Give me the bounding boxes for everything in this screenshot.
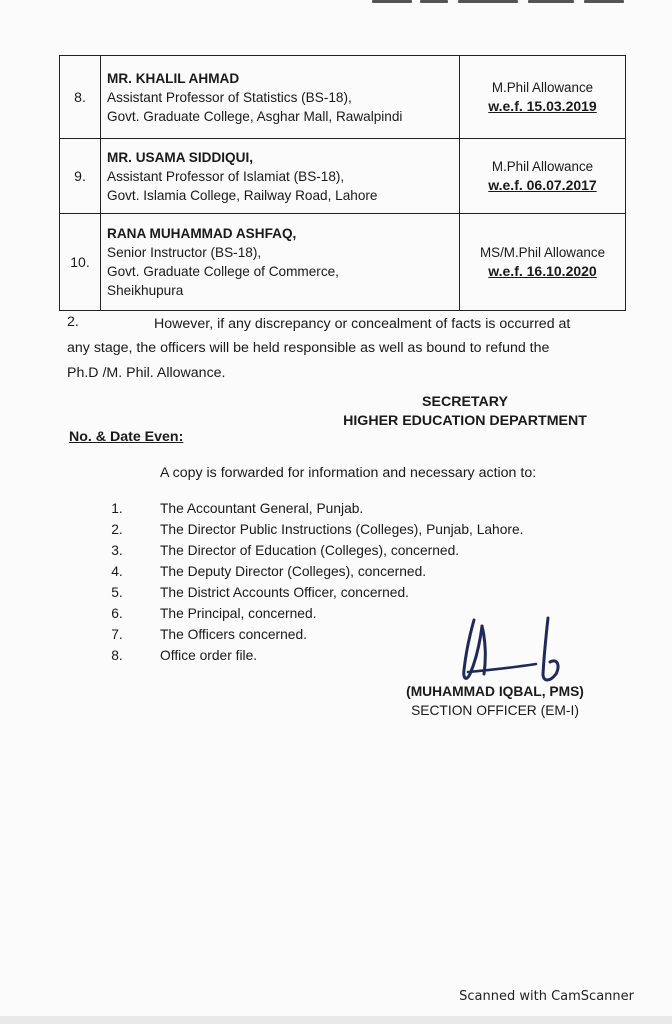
table-row (60, 139, 626, 214)
allowance-cell (460, 139, 626, 214)
item-number: 1. (111, 501, 123, 516)
officer-designation: Assistant Professor of Statistics (BS-18), (107, 89, 352, 105)
item-number: 7. (111, 627, 123, 642)
officer-college: Govt. Graduate College, Asghar Mall, Rawalpindi (107, 108, 403, 124)
allowance-type: M.Phil Allowance (491, 159, 594, 174)
item-text: The Officers concerned. (160, 627, 307, 642)
table-row (60, 214, 626, 311)
paragraph-line-2: any stage, the officers will be held responsible as well as bound to refund the (67, 340, 550, 356)
secretary-title: SECRETARY (422, 394, 508, 410)
table-row (60, 56, 626, 139)
item-text: The Accountant General, Punjab. (160, 501, 364, 516)
effective-date: w.e.f. 06.07.2017 (488, 177, 597, 193)
item-number: 3. (111, 543, 123, 558)
officer-details (101, 139, 460, 214)
officer-name: RANA MUHAMMAD ASHFAQ, (107, 226, 297, 241)
allowance-cell (460, 56, 626, 139)
allowance-cell (460, 214, 626, 311)
paragraph-line-1: However, if any discrepancy or concealment of facts is occurred at (154, 316, 571, 332)
allowance-type: MS/M.Phil Allowance (479, 245, 606, 260)
paragraph-line-3: Ph.D /M. Phil. Allowance. (67, 365, 226, 381)
serial-number: 10. (60, 214, 101, 311)
serial-number: 8. (60, 56, 101, 139)
officer-college: Govt. Islamia College, Railway Road, Lahore (107, 187, 378, 203)
no-date-heading: No. & Date Even: (69, 429, 184, 445)
scanner-watermark: Scanned with CamScanner (459, 989, 634, 1004)
item-text: The District Accounts Officer, concerned. (160, 585, 409, 600)
officer-name: MR. KHALIL AHMAD (107, 70, 240, 86)
effective-date: w.e.f. 16.10.2020 (488, 263, 597, 279)
page-bottom-edge (0, 1016, 672, 1024)
item-text: Office order file. (160, 648, 258, 663)
officer-name: MR. USAMA SIDDIQUI, (107, 149, 254, 165)
officer-college-city: Sheikhupura (107, 283, 184, 298)
item-number: 2. (111, 522, 123, 537)
item-text: The Deputy Director (Colleges), concerned. (160, 564, 427, 579)
item-number: 8. (111, 648, 123, 663)
item-text: The Director of Education (Colleges), concerned. (160, 543, 460, 558)
item-number: 5. (111, 585, 123, 600)
item-text: The Director Public Instructions (Colleges), Punjab, Lahore. (160, 522, 524, 537)
department-name: HIGHER EDUCATION DEPARTMENT (343, 413, 587, 429)
effective-date: w.e.f. 15.03.2019 (488, 98, 597, 114)
paragraph-number: 2. (67, 314, 79, 330)
item-number: 6. (111, 606, 123, 621)
officer-signatory-title: SECTION OFFICER (EM-I) (411, 703, 579, 718)
officer-signatory-name: (MUHAMMAD IQBAL, PMS) (406, 684, 584, 699)
allowance-type: M.Phil Allowance (491, 80, 594, 95)
item-number: 4. (111, 564, 123, 579)
officer-college: Govt. Graduate College of Commerce, (107, 264, 339, 279)
officer-details (101, 56, 460, 139)
serial-number: 9. (60, 139, 101, 214)
clipped-text-remnant (372, 0, 632, 4)
officer-details (101, 214, 460, 311)
officer-designation: Senior Instructor (BS-18), (107, 245, 262, 260)
officers-table (59, 55, 626, 311)
forward-text: A copy is forwarded for information and necessary action to: (160, 465, 537, 481)
officer-designation: Assistant Professor of Islamiat (BS-18), (107, 168, 345, 184)
item-text: The Principal, concerned. (160, 606, 317, 621)
